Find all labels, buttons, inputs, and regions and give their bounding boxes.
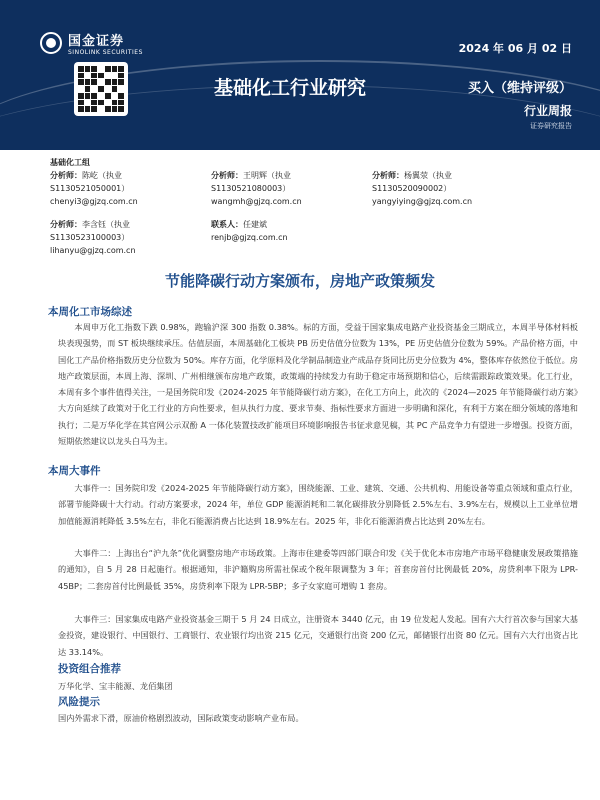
rating-badge: 买入（维持评级） <box>467 81 572 96</box>
analyst-name: 杨翼荥（执业 <box>404 171 452 180</box>
analyst-name: 王明辉（执业 <box>243 171 291 180</box>
contact-role: 联系人： <box>211 220 243 229</box>
brand-logo <box>40 30 143 56</box>
analyst-card <box>211 169 302 208</box>
analyst-cert: S1130521050001） <box>50 184 130 193</box>
contact-name: 任建斌 <box>243 220 267 229</box>
analyst-card <box>372 169 472 208</box>
analyst-card <box>50 218 136 257</box>
analyst-cert: S1130520090002） <box>372 184 452 193</box>
portfolio-list: 万华化学、宝丰能源、龙佰集团 <box>58 681 173 691</box>
logo-icon <box>40 32 62 54</box>
analyst-card <box>50 169 138 208</box>
market-summary: 本周申万化工指数下跌 0.98%，跑输沪深 300 指数 0.38%。标的方面，受益于国家集成电路产业投资基金三期成立，本周半导体材料板块表现强势，而 ST 板块继续承压。估值层面，本周基础化工板块 PB 历史估值分位数为 13%，PE 历史估值分位数为 59%。产品价格方面，中国化工产品价格指数历史分位数为 50%。库存方面，化学原料及化学制品制造业产成品存货同比历史分位数为 4%，整体库存依然位于低位。房地产政策层面，本周上海、深圳、广州相继颁布房地产政策，政策端的持续发力有助于稳定市场预期和信心，后续需跟踪政策效果。化工行业，本周有多个事件值得关注，一是国务院印发《2024-2025 年节能降碳行动方案》，在化工方向上，此次的《2024—2025 年节能降碳行动方案》大方向延续了政策对于化工行业的方向性要求，但从执行力度、要求节奏、指标性要求方面进一步明确和深化，有利于方案在细分领域的落地和执行；二是万华化学在其官网公示双酚 A 一体化装置技改扩能项目环境影响报告书征求意见稿，其 PC 产品竞争力有望进一步增强。投资方面，短期依然建议以龙头白马为主。 <box>58 322 578 447</box>
header-banner <box>0 0 600 150</box>
logo-name-cn: 国金证券 <box>68 34 125 49</box>
section-heading-risk: 风险提示 <box>58 696 100 708</box>
report-headline: 节能降碳行动方案颁布，房地产政策频发 <box>164 272 435 290</box>
analyst-name: 李含钰（执业 <box>82 220 130 229</box>
section-heading-events: 本周大事件 <box>48 465 101 477</box>
risk-text: 国内外需求下滑，原油价格剧烈波动，国际政策变动影响产业布局。 <box>58 713 304 723</box>
report-type: 行业周报 <box>523 104 572 118</box>
report-date: 2024 年 06 月 02 日 <box>458 42 572 55</box>
analyst-email[interactable]: lihanyu@gjzq.com.cn <box>50 246 136 255</box>
analyst-role: 分析师： <box>50 171 82 180</box>
analyst-role: 分析师： <box>50 220 82 229</box>
analyst-name: 陈屹（执业 <box>82 171 122 180</box>
analyst-email[interactable]: yangyiying@gjzq.com.cn <box>372 197 473 206</box>
qr-code-icon <box>74 62 128 116</box>
analyst-cert: S1130521080003） <box>211 184 291 193</box>
report-title: 基础化工行业研究 <box>214 77 367 99</box>
analyst-email[interactable]: chenyi3@gjzq.com.cn <box>50 197 138 206</box>
contact-card <box>211 218 288 244</box>
analyst-cert: S1130523100003） <box>50 233 130 242</box>
analyst-role: 分析师： <box>372 171 404 180</box>
analyst-email[interactable]: wangmh@gjzq.com.cn <box>211 197 302 206</box>
report-subtype: 证券研究报告 <box>530 122 572 130</box>
section-heading-portfolio: 投资组合推荐 <box>58 663 121 675</box>
event-item: 大事件三：国家集成电路产业投资基金三期于 5 月 24 日成立，注册资本 3440 亿元，由 19 位发起人发起。国有六大行首次参与国家大基金投资，建设银行、中国银行、工商银行、农业银行均出资 215 亿元，交通银行出资 200 亿元，邮储银行出资 80 亿元。国有六大行出资占比达 33.14%。 <box>58 614 578 657</box>
event-item: 大事件二：上海出台“沪九条”优化调整房地产市场政策。上海市住建委等四部门联合印发《关于优化本市房地产市场平稳健康发展政策措施的通知》，自 5 月 28 日起施行。根据通知，非沪籍购房所需社保或个税年限调整为 3 年；首套房首付比例最低 20%，房贷利率下限为 LPR-45BP；二套房首付比例最低 35%，房贷利率下限为 LPR-5BP；多子女家庭可增购 1 套房。 <box>58 548 578 591</box>
team-title: 基础化工组 <box>50 158 90 167</box>
event-item: 大事件一：国务院印发《2024-2025 年节能降碳行动方案》，围绕能源、工业、建筑、交通、公共机构、用能设备等重点领域和重点行业，部署节能降碳十大行动。行动方案要求，2024 年，单位 GDP 能源消耗和二氧化碳排放分别降低 2.5%左右、3.9%左右，规模以上工业单位增加值能源消耗降低 3.5%左右，非化石能源消费占比达到 18.9%左右。2025 年，非化石能源消费占比达到 20%左右。 <box>58 483 578 526</box>
analyst-role: 分析师： <box>211 171 243 180</box>
logo-name-en: SINOLINK SECURITIES <box>68 49 143 56</box>
contact-email[interactable]: renjb@gjzq.com.cn <box>211 233 288 242</box>
section-heading-market: 本周化工市场综述 <box>48 306 132 318</box>
